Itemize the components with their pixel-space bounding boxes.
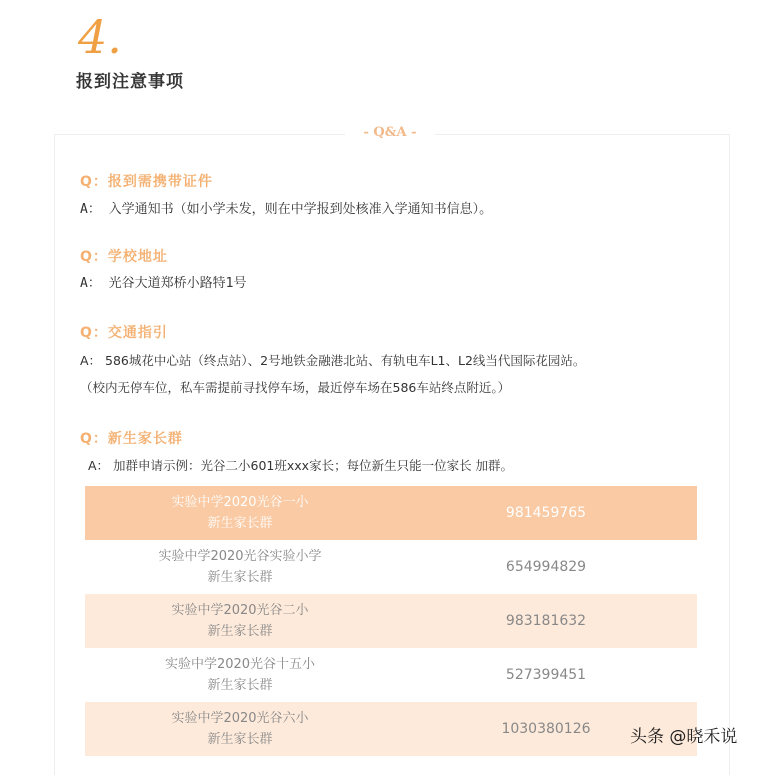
question-1: Q：报到需携带证件 — [80, 174, 213, 190]
section-title: 报到注意事项 — [76, 72, 184, 92]
answer-3: A： 586城花中心站（终点站）、2号地铁金融港北站、有轨电车L1、L2线当代国际花园站。 — [80, 353, 586, 368]
table-row — [85, 594, 697, 648]
group-number: 1030380126 — [395, 702, 697, 756]
table-row — [85, 540, 697, 594]
qa-label: Q&A — [373, 125, 407, 140]
section-number: 4. — [78, 10, 122, 64]
qa-header — [345, 125, 435, 140]
group-name-cell — [85, 702, 395, 756]
group-number: 983181632 — [395, 594, 697, 648]
group-subtitle: 新生家长群 — [207, 732, 273, 747]
group-subtitle: 新生家长群 — [207, 516, 273, 531]
answer-3-note: （校内无停车位，私车需提前寻找停车场，最近停车场在586车站终点附近。） — [80, 380, 511, 395]
group-name: 实验中学2020光谷一小 — [171, 495, 309, 510]
group-name: 实验中学2020光谷十五小 — [164, 657, 316, 672]
table-row — [85, 486, 697, 540]
group-number: 527399451 — [395, 648, 697, 702]
table-row — [85, 702, 697, 756]
watermark: 头条 @晓禾说 — [630, 727, 738, 747]
group-number: 654994829 — [395, 540, 697, 594]
group-subtitle: 新生家长群 — [207, 678, 273, 693]
table-row — [85, 648, 697, 702]
group-subtitle: 新生家长群 — [207, 624, 273, 639]
qa-header-dash-right: - — [406, 125, 417, 140]
group-name: 实验中学2020光谷实验小学 — [158, 549, 322, 564]
group-subtitle: 新生家长群 — [207, 570, 273, 585]
answer-4: A： 加群申请示例：光谷二小601班xxx家长；每位新生只能一位家长 加群。 — [88, 458, 514, 473]
question-3: Q：交通指引 — [80, 325, 168, 341]
group-number: 981459765 — [395, 486, 697, 540]
answer-1: A： 入学通知书（如小学未发，则在中学报到处核准入学通知书信息）。 — [80, 202, 493, 217]
question-2: Q：学校地址 — [80, 249, 168, 265]
group-name-cell — [85, 594, 395, 648]
group-name: 实验中学2020光谷六小 — [171, 711, 309, 726]
answer-2: A： 光谷大道郑桥小路特1号 — [80, 276, 247, 291]
question-4: Q：新生家长群 — [80, 431, 183, 447]
group-name-cell — [85, 648, 395, 702]
parent-groups-table — [85, 486, 697, 756]
group-name-cell — [85, 486, 395, 540]
group-name: 实验中学2020光谷二小 — [171, 603, 309, 618]
qa-header-dash-left: - — [363, 125, 374, 140]
group-name-cell — [85, 540, 395, 594]
